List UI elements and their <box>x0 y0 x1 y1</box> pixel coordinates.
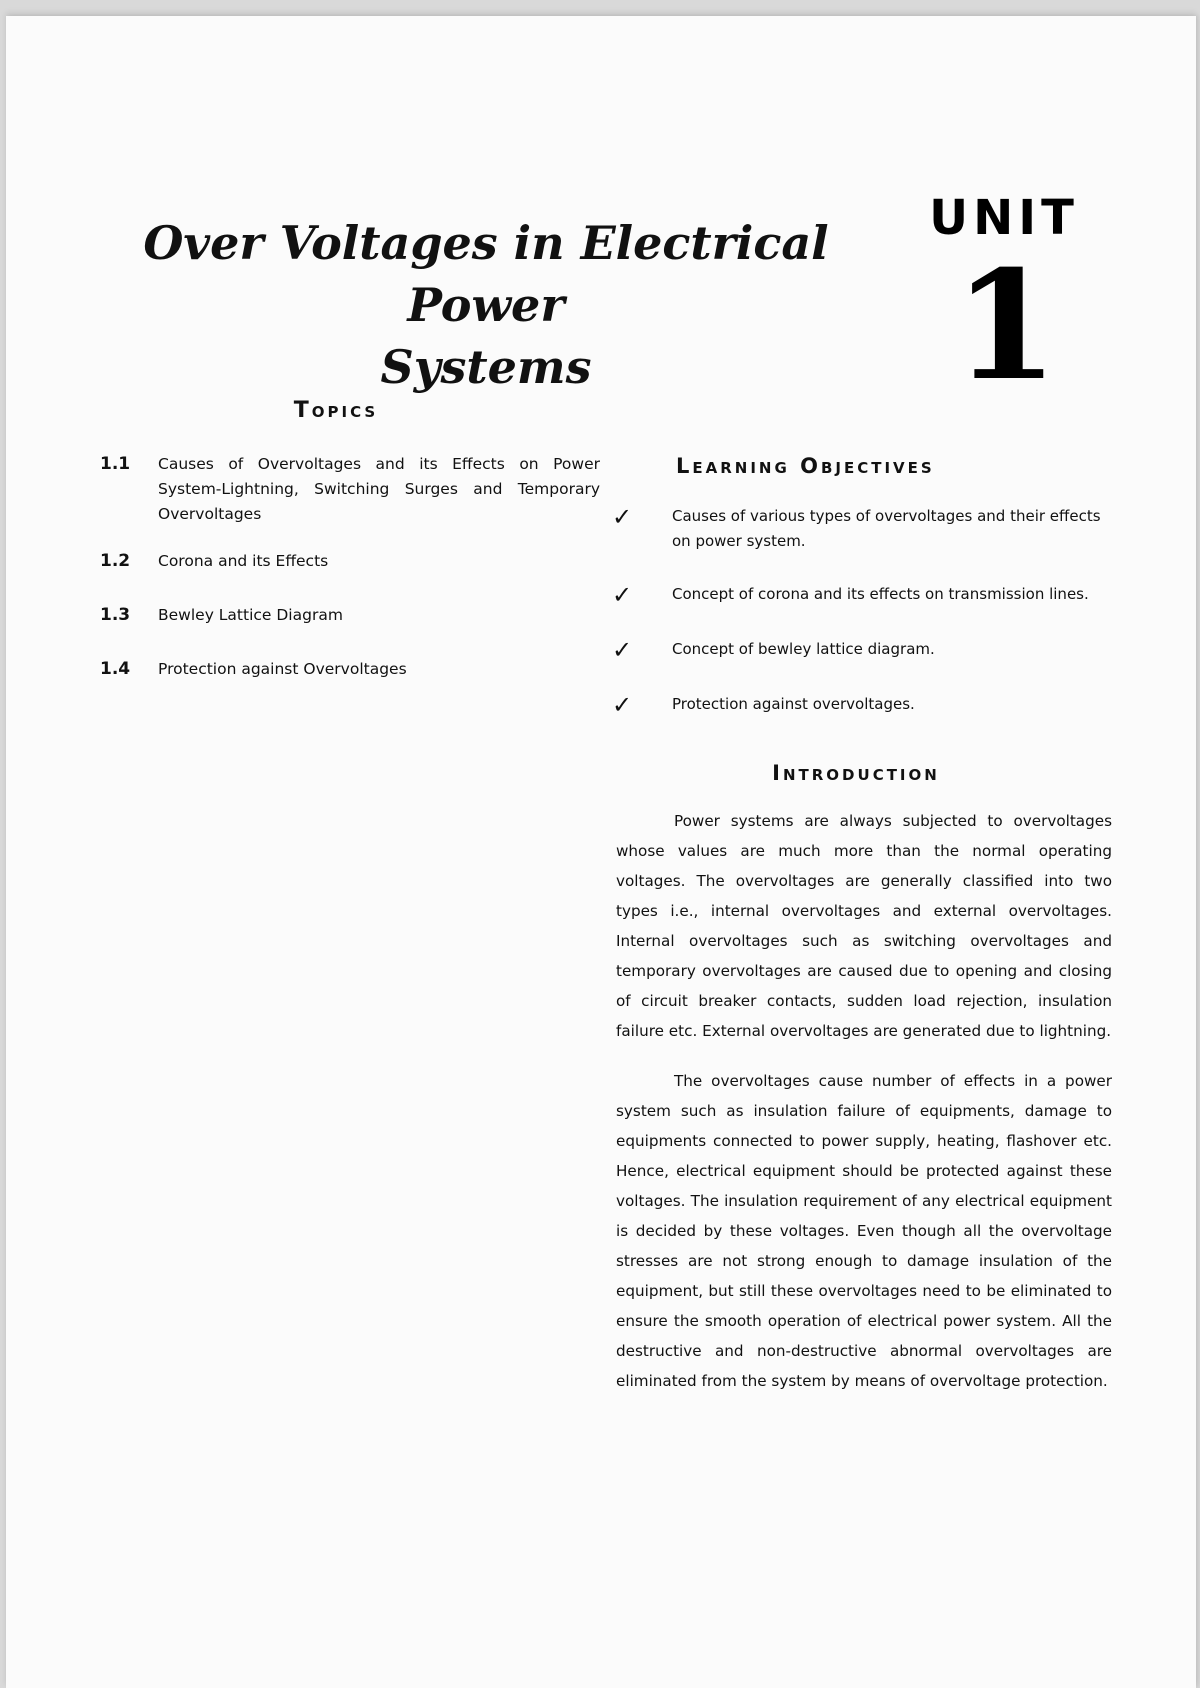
introduction-paragraph: Power systems are always subjected to overvoltages whose values are much more than the normal operating voltages. The overvoltages are generally classified into two types i.e., internal overvoltages and external overvoltages. Internal overvoltages such as switching overvoltages and temporary overvoltages are caused due to opening and closing of circuit breaker contacts, sudden load rejection, insulation failure etc. External overvoltages are generated due to lightning. <box>616 812 1112 1040</box>
topic-number: 1.4 <box>100 659 131 679</box>
topic-text: Corona and its Effects <box>158 552 329 570</box>
objective-text: Causes of various types of overvoltages and their effects on power system. <box>672 507 1101 550</box>
objective-text: Concept of corona and its effects on transmission lines. <box>672 585 1089 603</box>
topic-item <box>100 452 600 527</box>
topic-item <box>100 657 600 682</box>
objective-item <box>612 637 1122 662</box>
objective-item <box>612 582 1122 607</box>
introduction-heading: Introduction <box>772 761 940 785</box>
topic-list <box>100 452 600 682</box>
checkmark-icon: ✓ <box>612 691 633 719</box>
topic-number: 1.3 <box>100 605 131 625</box>
checkmark-icon: ✓ <box>612 503 633 531</box>
chapter-title-line-2: Systems <box>380 340 592 394</box>
topic-number: 1.2 <box>100 551 131 571</box>
objective-text: Concept of bewley lattice diagram. <box>672 640 935 658</box>
checkmark-icon: ✓ <box>612 636 633 664</box>
topic-text: Protection against Overvoltages <box>158 660 407 678</box>
objective-item <box>612 504 1122 554</box>
chapter-title-line-1: Over Voltages in Electrical Power <box>143 216 829 332</box>
learning-objectives-heading: Learning Objectives <box>676 454 935 478</box>
introduction-body <box>616 806 1112 1416</box>
document-page <box>6 16 1196 1688</box>
introduction-paragraph: The overvoltages cause number of effects in a power system such as insulation failure of equipments, damage to equipments connected to power supply, heating, flashover etc. Hence, electrical equipment should be protected against these voltages. The insulation requirement of any electrical equipment is decided by these voltages. Even though all the overvoltage stresses are not strong enough to damage insulation of the equipment, but still these overvoltages need to be eliminated to ensure the smooth operation of electrical power system. All the destructive and non-destructive abnormal overvoltages are eliminated from the system by means of overvoltage protection. <box>616 1072 1112 1390</box>
topics-heading: Topics <box>293 398 379 423</box>
topic-number: 1.1 <box>100 454 131 474</box>
topic-text: Causes of Overvoltages and its Effects on Power System-Lightning, Switching Surges and Temporary Overvoltages <box>158 455 600 523</box>
topic-text: Bewley Lattice Diagram <box>158 606 343 624</box>
unit-label: UNIT <box>929 190 1079 246</box>
chapter-title <box>106 212 866 398</box>
objective-text: Protection against overvoltages. <box>672 695 915 713</box>
topic-item <box>100 603 600 628</box>
checkmark-icon: ✓ <box>612 581 633 609</box>
objective-item <box>612 692 1122 717</box>
topic-item <box>100 549 600 574</box>
unit-number: 1 <box>953 238 1059 414</box>
objective-list <box>612 504 1122 717</box>
